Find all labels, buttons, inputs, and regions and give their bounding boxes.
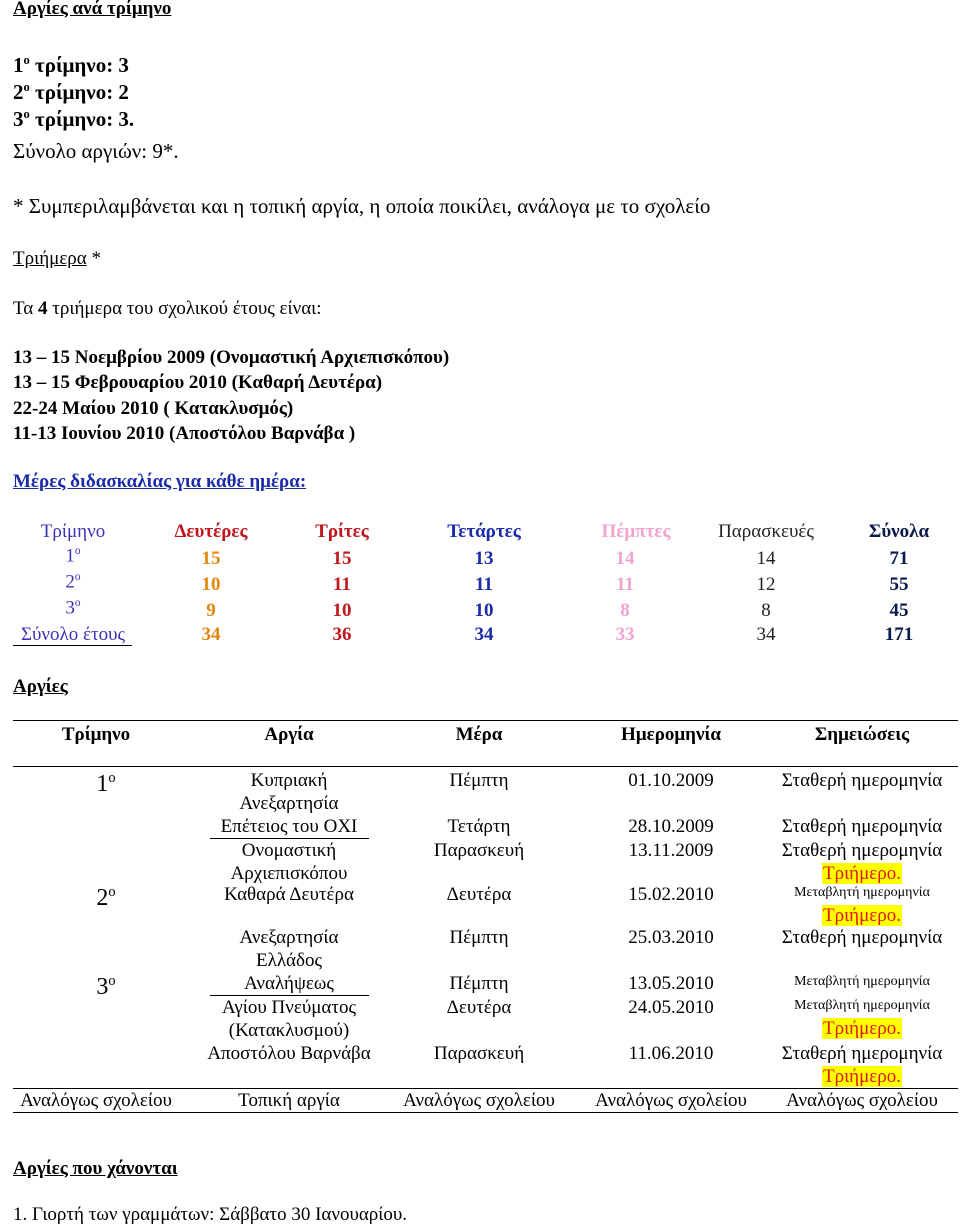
holiday-note: Σταθερή ημερομηνία: [781, 816, 943, 837]
holiday-date: 28.10.2009: [628, 816, 714, 837]
holiday-day: Δευτέρα: [446, 884, 512, 905]
teaching-header-term: Τρίμηνο: [40, 521, 106, 542]
holiday-day: Πέμπτη: [449, 770, 509, 791]
teaching-cell: 10: [332, 600, 352, 621]
holiday-date: 25.03.2010: [628, 927, 714, 948]
teaching-total-cell: 171: [884, 624, 914, 645]
teaching-header-friday: Παρασκευές: [718, 521, 814, 542]
holidays-header-holiday: Αργία: [264, 724, 314, 745]
teaching-cell: 13: [474, 548, 494, 569]
holidays-per-term-title: Αργίες ανά τρίμηνο: [13, 0, 172, 19]
holidays-header-notes: Σημειώσεις: [814, 724, 910, 745]
teaching-cell: 8: [620, 600, 630, 621]
holiday-note: Μεταβλητή ημερομηνία: [794, 974, 930, 989]
triimero-tag: Τριήμερο.: [822, 905, 902, 926]
holiday-day: Πέμπτη: [449, 927, 509, 948]
holiday-name: Αγίου Πνεύματος: [221, 997, 357, 1018]
holiday-date: 24.05.2010: [628, 997, 714, 1018]
table-rule-bottom: [13, 1112, 958, 1113]
local-holiday-cell: Τοπική αργία: [238, 1090, 340, 1111]
holiday-day: Δευτέρα: [446, 997, 512, 1018]
teaching-cell: 10: [201, 574, 221, 595]
triimera-heading: Τριήμερα *: [13, 248, 101, 269]
lost-holidays-title: Αργίες που χάνονται: [13, 1158, 178, 1179]
table-rule-top: [13, 720, 958, 721]
holidays-term-1: $1^o$: [96, 770, 116, 797]
holiday-note: Μεταβλητή ημερομηνία: [794, 885, 930, 900]
holiday-name: Ανεξαρτησία: [239, 793, 339, 814]
holiday-name: Αποστόλου Βαρνάβα: [207, 1043, 371, 1064]
triimera-item: 22-24 Μαίου 2010 ( Κατακλυσμός): [13, 398, 294, 419]
holiday-date: 13.11.2009: [628, 840, 714, 861]
holiday-day: Παρασκευή: [433, 1043, 525, 1064]
teaching-cell: 15: [201, 548, 221, 569]
holidays-header-term: Τρίμηνο: [61, 724, 131, 745]
local-holiday-cell: Αναλόγως σχολείου: [786, 1090, 938, 1111]
holiday-name: Καθαρά Δευτέρα: [224, 884, 354, 905]
holiday-day: Πέμπτη: [449, 973, 509, 994]
table-rule-local: [13, 1088, 958, 1089]
teaching-row-term: $1^o$: [65, 545, 81, 567]
teaching-cell: 10: [474, 600, 494, 621]
teaching-row-term: $2^o$: [65, 571, 81, 593]
teaching-cell: 14: [756, 548, 776, 569]
holiday-name: Ελλάδος: [256, 950, 322, 971]
teaching-total-label: Σύνολο έτους: [20, 624, 126, 645]
local-holiday-cell: Αναλόγως σχολείου: [595, 1090, 747, 1111]
triimera-intro: Τα 4 τριήμερα του σχολικού έτους είναι:: [13, 298, 322, 319]
holiday-note: Μεταβλητή ημερομηνία: [794, 998, 930, 1013]
holiday-day: Τετάρτη: [447, 816, 511, 837]
term-count-3: $3^o$ τρίμηνο: 3.: [13, 107, 135, 131]
teaching-cell: 12: [756, 574, 776, 595]
holiday-note: Σταθερή ημερομηνία: [781, 770, 943, 791]
holiday-name: Επέτειος του ΟΧΙ: [220, 816, 358, 837]
teaching-row-term: $3^o$: [65, 597, 81, 619]
holiday-day: Παρασκευή: [433, 840, 525, 861]
teaching-header-monday: Δευτέρες: [174, 521, 248, 542]
teaching-header-wednesday: Τετάρτες: [447, 521, 521, 542]
teaching-cell: 11: [475, 574, 493, 595]
holiday-name: Αρχιεπισκόπου: [230, 863, 348, 884]
lost-holiday-item: 1. Γιορτή των γραμμάτων: Σάββατο 30 Ιανουαρίου.: [13, 1204, 408, 1225]
holidays-title: Αργίες: [13, 676, 68, 697]
teaching-total-cell: 34: [474, 624, 494, 645]
teaching-cell: 14: [615, 548, 635, 569]
teaching-header-tuesday: Τρίτες: [315, 521, 369, 542]
holiday-name: (Κατακλυσμού): [228, 1020, 350, 1041]
teaching-days-title: Μέρες διδασκαλίας για κάθε ημέρα:: [13, 471, 307, 492]
teaching-header-total: Σύνολα: [868, 521, 930, 542]
teaching-cell: 9: [206, 600, 216, 621]
holidays-term-2: $2^o$: [96, 884, 116, 911]
teaching-cell: 55: [889, 574, 909, 595]
holiday-name: Αναλήψεως: [244, 973, 334, 994]
term-count-1: $1^o$ τρίμηνο: 3: [13, 53, 129, 77]
teaching-header-thursday: Πέμπτες: [601, 521, 671, 542]
holiday-name: Ονομαστική: [241, 840, 337, 861]
holiday-note: Σταθερή ημερομηνία: [781, 840, 943, 861]
holiday-name: Ανεξαρτησία: [239, 927, 339, 948]
teaching-cell: 11: [333, 574, 351, 595]
total-holidays: Σύνολο αργιών: 9*.: [13, 139, 179, 163]
teaching-cell: 11: [616, 574, 634, 595]
local-holiday-cell: Αναλόγως σχολείου: [403, 1090, 555, 1111]
holidays-term-3: $3^o$: [96, 973, 116, 1000]
teaching-cell: 45: [889, 600, 909, 621]
teaching-total-cell: 36: [332, 624, 352, 645]
triimera-item: 13 – 15 Νοεμβρίου 2009 (Ονομαστική Αρχιεπισκόπου): [13, 347, 450, 368]
holiday-row-rule: [210, 995, 369, 996]
table-rule-header: [13, 766, 958, 767]
holidays-header-date: Ημερομηνία: [621, 724, 721, 745]
holiday-note: Σταθερή ημερομηνία: [781, 1043, 943, 1064]
teaching-cell: 71: [889, 548, 909, 569]
triimero-tag: Τριήμερο.: [822, 863, 902, 884]
triimera-item: 13 – 15 Φεβρουαρίου 2010 (Καθαρή Δευτέρα): [13, 372, 383, 393]
teaching-cell: 8: [761, 600, 771, 621]
teaching-total-cell: 34: [756, 624, 776, 645]
holiday-row-rule: [210, 838, 369, 839]
triimera-item: 11-13 Ιουνίου 2010 (Αποστόλου Βαρνάβα ): [13, 423, 356, 444]
holiday-date: 13.05.2010: [628, 973, 714, 994]
local-holiday-cell: Αναλόγως σχολείου: [20, 1090, 172, 1111]
term-count-2: $2^o$ τρίμηνο: 2: [13, 80, 129, 104]
teaching-total-cell: 34: [201, 624, 221, 645]
triimero-tag: Τριήμερο.: [822, 1066, 902, 1087]
holiday-date: 11.06.2010: [628, 1043, 714, 1064]
holidays-header-day: Μέρα: [455, 724, 503, 745]
holiday-note: Σταθερή ημερομηνία: [781, 927, 943, 948]
holiday-date: 15.02.2010: [628, 884, 714, 905]
teaching-cell: 15: [332, 548, 352, 569]
teaching-total-cell: 33: [615, 624, 635, 645]
triimero-tag: Τριήμερο.: [822, 1018, 902, 1039]
footnote: * Συμπεριλαμβάνεται και η τοπική αργία, η οποία ποικίλει, ανάλογα με το σχολείο: [13, 194, 711, 218]
holiday-name: Κυπριακή: [250, 770, 328, 791]
holiday-date: 01.10.2009: [628, 770, 714, 791]
